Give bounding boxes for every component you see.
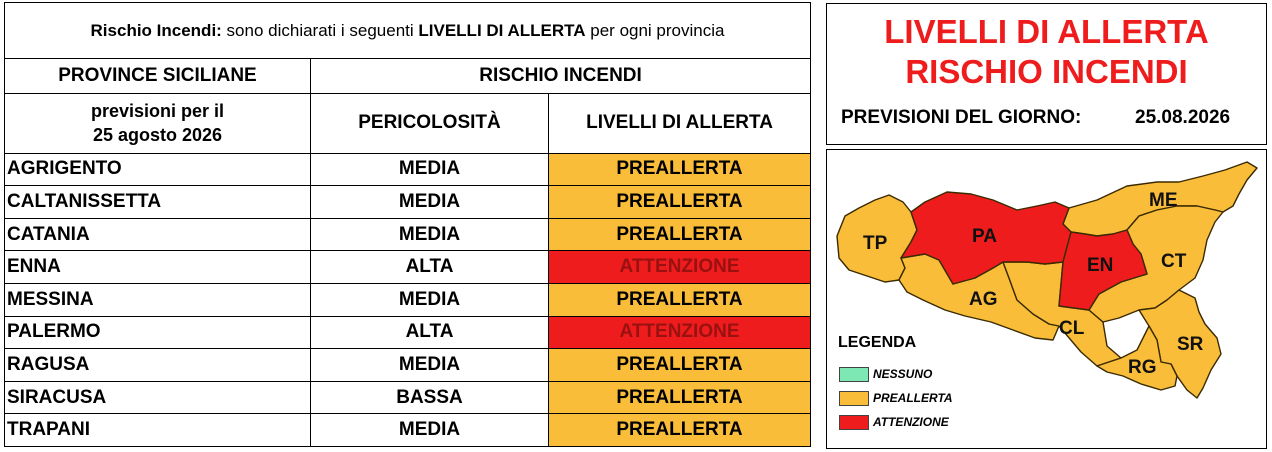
province-name: PALERMO bbox=[5, 316, 311, 349]
map-panel bbox=[826, 149, 1267, 449]
header-danger: PERICOLOSITÀ bbox=[311, 93, 549, 153]
caption-text: sono dichiarati i seguenti bbox=[221, 20, 419, 40]
table-caption bbox=[5, 3, 811, 59]
province-label-en: EN bbox=[1087, 255, 1114, 276]
danger-level: ALTA bbox=[311, 316, 549, 349]
alert-level: PREALLERTA bbox=[549, 153, 811, 186]
legend-title: LEGENDA bbox=[838, 334, 917, 351]
alert-table bbox=[4, 2, 811, 447]
table-row bbox=[5, 316, 811, 349]
table-row bbox=[5, 153, 811, 186]
header-province: PROVINCE SICILIANE bbox=[5, 59, 311, 94]
forecast-line-1: previsioni per il bbox=[90, 101, 225, 122]
province-name: TRAPANI bbox=[5, 414, 311, 447]
title-panel bbox=[826, 3, 1267, 145]
panel-title-1: LIVELLI DI ALLERTA bbox=[884, 13, 1209, 50]
danger-level: BASSA bbox=[311, 381, 549, 414]
table-row bbox=[5, 251, 811, 284]
province-label-rg: RG bbox=[1128, 357, 1157, 378]
alert-level: PREALLERTA bbox=[549, 186, 811, 219]
legend-label: NESSUNO bbox=[873, 367, 933, 381]
caption-bold: Rischio Incendi: bbox=[90, 20, 222, 40]
province-name: RAGUSA bbox=[5, 349, 311, 382]
alert-level: ATTENZIONE bbox=[549, 251, 811, 284]
province-label-ag: AG bbox=[969, 289, 998, 310]
legend-swatch bbox=[839, 391, 869, 406]
forecast-date: 25.08.2026 bbox=[1135, 107, 1231, 128]
caption-text-2: per ogni provincia bbox=[585, 20, 725, 40]
alert-level: PREALLERTA bbox=[549, 349, 811, 382]
alert-level: ATTENZIONE bbox=[549, 316, 811, 349]
forecast-label: PREVISIONI DEL GIORNO: bbox=[841, 107, 1082, 128]
caption-bold-2: LIVELLI DI ALLERTA bbox=[418, 20, 586, 40]
legend-swatch bbox=[839, 415, 869, 430]
danger-level: MEDIA bbox=[311, 218, 549, 251]
danger-level: ALTA bbox=[311, 251, 549, 284]
province-label-cl: CL bbox=[1059, 318, 1085, 339]
legend-label: ATTENZIONE bbox=[873, 415, 949, 429]
table-row bbox=[5, 218, 811, 251]
danger-level: MEDIA bbox=[311, 186, 549, 219]
header-risk: RISCHIO INCENDI bbox=[311, 59, 811, 94]
province-name: MESSINA bbox=[5, 284, 311, 317]
table-row bbox=[5, 186, 811, 219]
table-row bbox=[5, 284, 811, 317]
forecast-cell bbox=[5, 93, 311, 153]
province-name: ENNA bbox=[5, 251, 311, 284]
province-name: CALTANISSETTA bbox=[5, 186, 311, 219]
table-row bbox=[5, 414, 811, 447]
header-alert: LIVELLI DI ALLERTA bbox=[549, 93, 811, 153]
province-name: AGRIGENTO bbox=[5, 153, 311, 186]
forecast-line-2: 25 agosto 2026 bbox=[92, 125, 223, 146]
province-label-sr: SR bbox=[1177, 334, 1204, 355]
province-label-ct: CT bbox=[1161, 251, 1187, 272]
danger-level: MEDIA bbox=[311, 414, 549, 447]
province-name: CATANIA bbox=[5, 218, 311, 251]
danger-level: MEDIA bbox=[311, 349, 549, 382]
panel-title-2: RISCHIO INCENDI bbox=[905, 53, 1188, 90]
province-name: SIRACUSA bbox=[5, 381, 311, 414]
province-label-tp: TP bbox=[863, 233, 888, 254]
province-label-pa: PA bbox=[972, 226, 997, 247]
alert-level: PREALLERTA bbox=[549, 381, 811, 414]
table-row bbox=[5, 349, 811, 382]
danger-level: MEDIA bbox=[311, 153, 549, 186]
danger-level: MEDIA bbox=[311, 284, 549, 317]
alert-level: PREALLERTA bbox=[549, 218, 811, 251]
alert-level: PREALLERTA bbox=[549, 284, 811, 317]
province-label-me: ME bbox=[1149, 190, 1178, 211]
legend-label: PREALLERTA bbox=[873, 391, 953, 405]
table-row bbox=[5, 381, 811, 414]
alert-level: PREALLERTA bbox=[549, 414, 811, 447]
legend-swatch bbox=[839, 367, 869, 382]
